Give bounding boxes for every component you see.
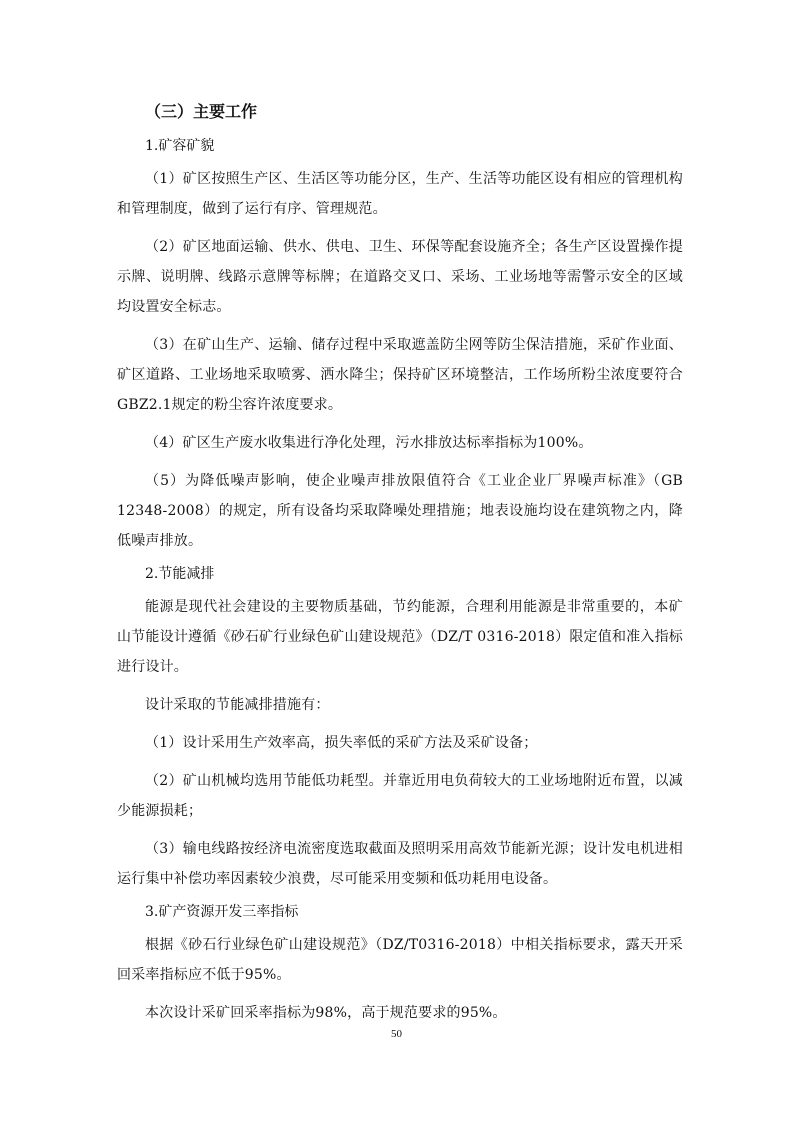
- paragraph: 能源是现代社会建设的主要物质基础，节约能源，合理利用能源是非常重要的，本矿山节能设计遵循《砂石矿行业绿色矿山建设规范》（DZ/T 0316-2018）限定值和准入指标进行设计。: [117, 599, 683, 675]
- section-heading: （三）主要工作: [145, 102, 258, 121]
- paragraph: （1）矿区按照生产区、生活区等功能分区，生产、生活等功能区设有相应的管理机构和管理制度，做到了运行有序、管理规范。: [117, 171, 683, 217]
- paragraph: 本次设计采矿回采率指标为98%，高于规范要求的95%。: [145, 1005, 507, 1021]
- paragraph: （4）矿区生产废水收集进行净化处理，污水排放达标率指标为100%。: [145, 435, 593, 451]
- subsection-title-1: 1.矿容矿貌: [145, 138, 215, 154]
- paragraph: 设计采取的节能减排措施有：: [145, 697, 330, 713]
- paragraph: 根据《砂石行业绿色矿山建设规范》（DZ/T0316-2018）中相关指标要求，露天开采回采率指标应不低于95%。: [117, 937, 683, 983]
- paragraph: （3）输电线路按经济电流密度选取截面及照明采用高效节能新光源；设计发电机进相运行集中补偿功率因素较少浪费，尽可能采用变频和低功耗用电设备。: [117, 841, 683, 887]
- paragraph: （3）在矿山生产、运输、储存过程中采取遮盖防尘网等防尘保洁措施，采矿作业面、矿区道路、工业场地采取喷雾、洒水降尘；保持矿区环境整洁，工作场所粉尘浓度要符合GBZ2.1规定的粉尘容许浓度要求。: [117, 337, 683, 413]
- page-number: 50: [391, 1028, 402, 1040]
- paragraph: （2）矿区地面运输、供水、供电、卫生、环保等配套设施齐全；各生产区设置操作提示牌、说明牌、线路示意牌等标牌；在道路交叉口、采场、工业场地等需警示安全的区域均设置安全标志。: [117, 239, 683, 315]
- paragraph: （2）矿山机械均选用节能低功耗型。并靠近用电负荷较大的工业场地附近布置，以减少能源损耗；: [117, 773, 683, 819]
- subsection-title-3: 3.矿产资源开发三率指标: [145, 904, 299, 920]
- page-content: [117, 101, 683, 1036]
- paragraph: （5）为降低噪声影响，使企业噪声排放限值符合《工业企业厂界噪声标准》（GB 12348-2008）的规定，所有设备均采取降噪处理措施；地表设施均设在建筑物之内，降低噪声排放。: [117, 473, 683, 549]
- subsection-title-2: 2.节能减排: [145, 566, 215, 582]
- paragraph: （1）设计采用生产效率高，损失率低的采矿方法及采矿设备；: [145, 735, 538, 751]
